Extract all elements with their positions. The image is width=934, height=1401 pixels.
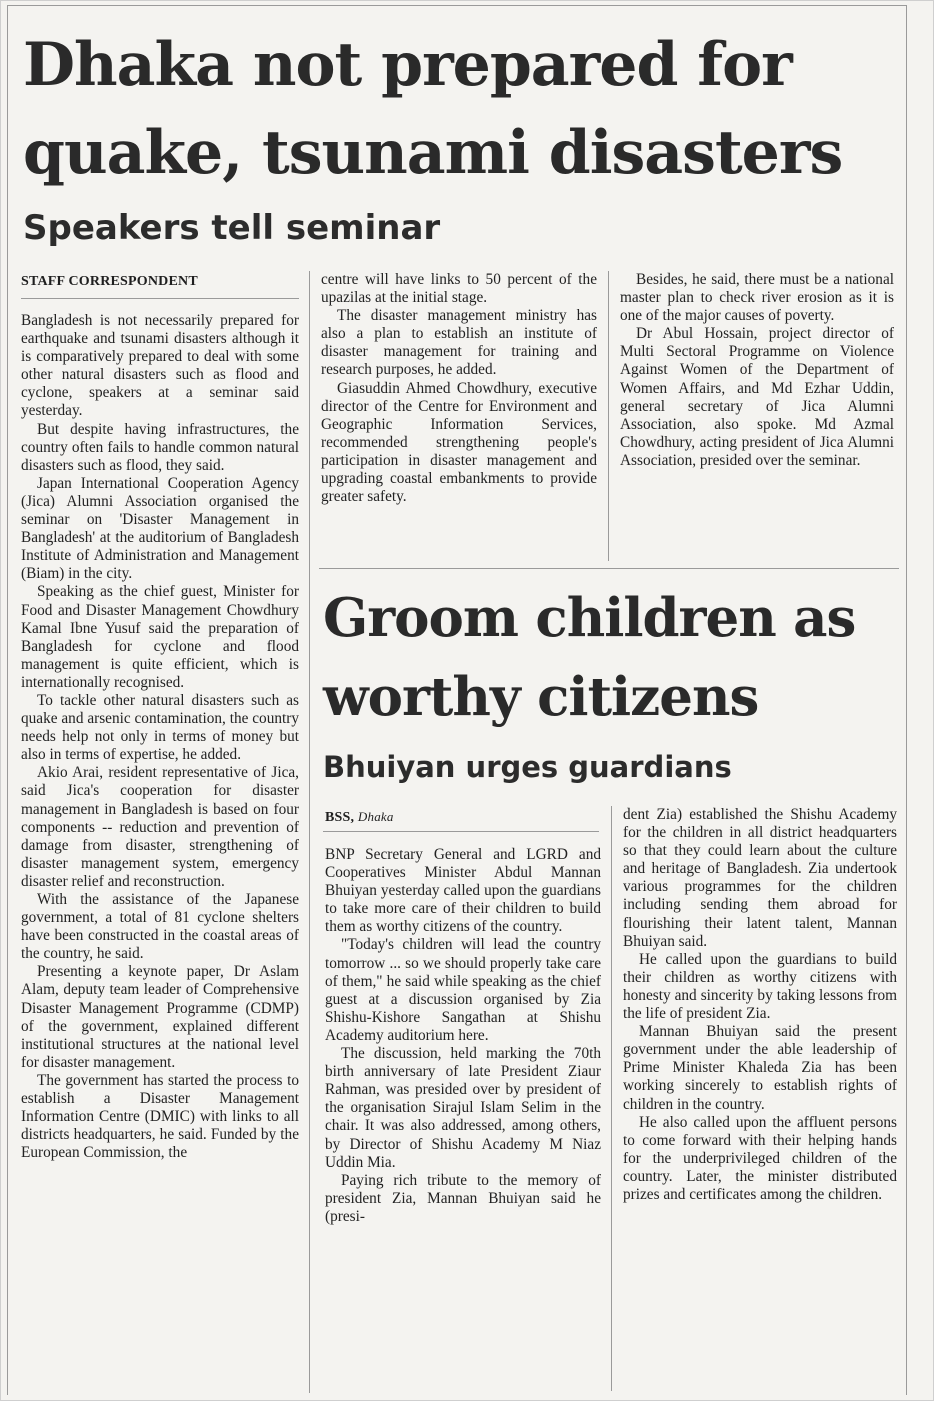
article2-byline bbox=[325, 809, 394, 826]
article1-column-3 bbox=[620, 271, 894, 561]
column-divider bbox=[608, 271, 609, 561]
right-border-rule bbox=[906, 5, 907, 1395]
article1-headline-line2: quake, tsunami disasters bbox=[23, 118, 843, 188]
paragraph: dent Zia) established the Shishu Academy for the children in all district headquarters so that they could learn about the culture and heritage of Bangladesh. Zia undertook various programmes for the children including sending them abroad for flourishing their latent talent, Mannan Bhuiyan said. bbox=[623, 806, 897, 950]
article-separator-rule bbox=[319, 568, 899, 569]
paragraph: centre will have links to 50 percent of the upazilas at the initial stage. bbox=[321, 271, 597, 307]
article1-byline-rule bbox=[21, 298, 299, 299]
article2-column-2 bbox=[623, 806, 897, 1388]
paragraph: Paying rich tribute to the memory of president Zia, Mannan Bhuiyan said he (presi- bbox=[325, 1171, 601, 1225]
article1-headline-line1: Dhaka not prepared for bbox=[23, 30, 792, 100]
paragraph: Besides, he said, there must be a national master plan to check river erosion as it is one of the major causes of poverty. bbox=[620, 271, 894, 325]
paragraph: Mannan Bhuiyan said the present government under the able leadership of Prime Minister Khaleda Zia has been working sincerely to establish rights of children in the country. bbox=[623, 1023, 897, 1113]
byline-agency: BSS, bbox=[325, 810, 355, 825]
article2-deck: Bhuiyan urges guardians bbox=[323, 750, 732, 784]
paragraph: Giasuddin Ahmed Chowdhury, executive director of the Centre for Environment and Geographic Information Services, recommended strengthening people's participation in disaster management and upgrading coastal embankments to provide greater safety. bbox=[321, 379, 597, 506]
paragraph: But despite having infrastructures, the country often fails to handle common natural disasters such as flood, they said. bbox=[21, 420, 299, 474]
top-border-rule bbox=[7, 5, 907, 6]
article1-column-1 bbox=[21, 312, 299, 1388]
column-divider bbox=[611, 806, 612, 1391]
paragraph: With the assistance of the Japanese government, a total of 81 cyclone shelters have been constructed in the coastal areas of the country, he said. bbox=[21, 891, 299, 963]
article2-headline-line1: Groom children as bbox=[323, 587, 856, 649]
article1-byline: STAFF CORRESPONDENT bbox=[21, 274, 198, 289]
column-divider bbox=[309, 271, 310, 1393]
paragraph: Japan International Cooperation Agency (Jica) Alumni Association organised the seminar on 'Disaster Management in Bangladesh' at the auditorium of Bangladesh Institute of Administration and Management (Biam) in the city. bbox=[21, 474, 299, 583]
paragraph: Dr Abul Hossain, project director of Multi Sectoral Programme on Violence Against Women of the Department of Women Affairs, and Md Ezhar Uddin, general secretary of Jica Alumni Association, also spoke. Md Azmal Chowdhury, acting president of Jica Alumni Association, presided over the seminar. bbox=[620, 325, 894, 469]
paragraph: "Today's children will lead the country tomorrow ... so we should properly take care of them," he said while speaking as the chief guest at a discussion organised by Zia Shishu-Kishore Sangathan at Shishu Academy auditorium here. bbox=[325, 936, 601, 1044]
paragraph: Bangladesh is not necessarily prepared for earthquake and tsunami disasters although it is comparatively prepared to deal with some other natural disasters such as flood and cyclone, speakers at a seminar said yesterday. bbox=[21, 312, 299, 420]
paragraph: BNP Secretary General and LGRD and Cooperatives Minister Abdul Mannan Bhuiyan yesterday called upon the guardians to take more care of their children to build them as worthy citizens of the country. bbox=[325, 846, 601, 936]
article1-column-2 bbox=[321, 271, 597, 559]
paragraph: The government has started the process to establish a Disaster Management Information Centre (DMIC) with links to all districts headquarters, he said. Funded by the European Commission, the bbox=[21, 1071, 299, 1162]
paragraph: The discussion, held marking the 70th birth anniversary of late President Ziaur Rahman, was presided over by president of the organisation Sirajul Islam Selim in the chair. It was also addressed, among others, by Director of Shishu Academy M Niaz Uddin Mia. bbox=[325, 1045, 601, 1171]
paragraph: Presenting a keynote paper, Dr Aslam Alam, deputy team leader of Comprehensive Disaster Management Programme (CDMP) of the government, explained different institutional structures at the national level for disaster management. bbox=[21, 963, 299, 1071]
paragraph: To tackle other natural disasters such as quake and arsenic contamination, the country needs help not only in terms of money but also in terms of expertise, he added. bbox=[21, 691, 299, 764]
left-border-rule bbox=[7, 5, 8, 1395]
article1-deck: Speakers tell seminar bbox=[23, 208, 441, 248]
paragraph: Akio Arai, resident representative of Jica, said Jica's cooperation for disaster management in Bangladesh is based on four components -- reduction and prevention of damage from disaster, strengthening of disaster management system, emergency disaster relief and reconstruction. bbox=[21, 764, 299, 890]
article2-headline-line2: worthy citizens bbox=[323, 666, 759, 728]
article2-byline-rule bbox=[323, 831, 599, 832]
paragraph: The disaster management ministry has also a plan to establish an institute of disaster management for training and research purposes, he added. bbox=[321, 307, 597, 379]
paragraph: He called upon the guardians to build their children as worthy citizens with honesty and sincerity by taking lessons from the life of president Zia. bbox=[623, 950, 897, 1023]
byline-location: Dhaka bbox=[357, 809, 394, 824]
paragraph: Speaking as the chief guest, Minister for Food and Disaster Management Chowdhury Kamal Ibne Yusuf said the preparation of Bangladesh for cyclone and flood management is quite efficient, which is internationally recognised. bbox=[21, 583, 299, 691]
paragraph: He also called upon the affluent persons to come forward with their helping hands for the underprivileged children of the country. Later, the minister distributed prizes and certificates among the children. bbox=[623, 1113, 897, 1203]
article2-column-1 bbox=[325, 846, 601, 1388]
